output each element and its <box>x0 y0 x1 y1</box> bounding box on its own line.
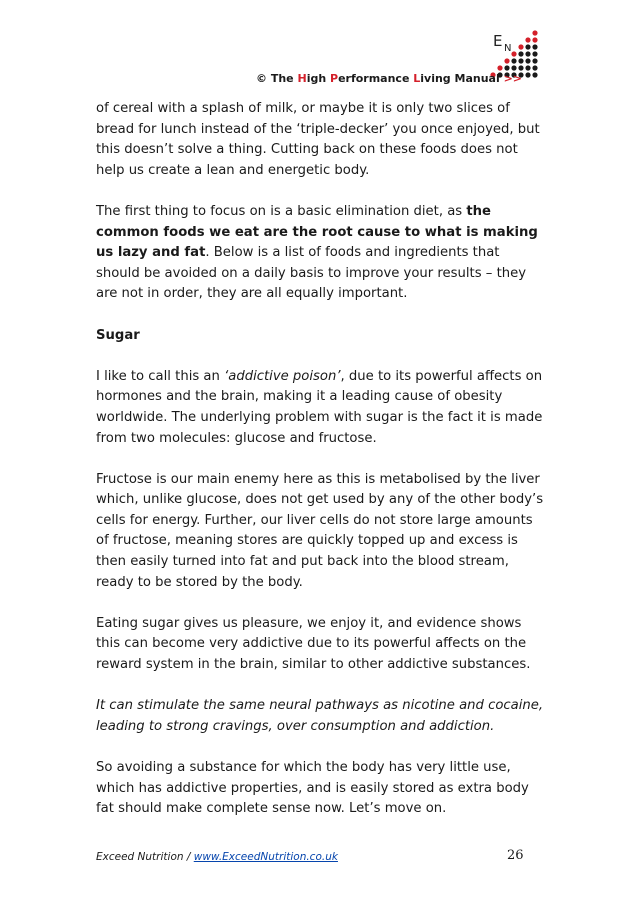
paragraph-2 <box>96 202 546 305</box>
header-word-igh: igh <box>306 72 330 85</box>
page-body <box>96 99 546 840</box>
paragraph-6-italic: It can stimulate the same neural pathways as nicotine and cocaine, leading to strong cravings, over consumption and addiction. <box>96 698 544 734</box>
header-letter-h: H <box>297 72 307 85</box>
paragraph-2-text-a: The first thing to focus on is a basic elimination diet, as <box>96 203 467 219</box>
section-heading-sugar: Sugar <box>96 327 140 343</box>
footer-website-link[interactable]: www.ExceedNutrition.co.uk <box>193 851 338 863</box>
header-word-iving: iving Manual <box>420 72 504 85</box>
paragraph-4: Fructose is our main enemy here as this is metabolised by the liver which, unlike glucose, does not get used by any of the other body’s cells for energy. Further, our liver cells do not store large amounts of fructose, meaning stores are quickly topped up and excess is then easily turned into fat and put back into the blood stream, ready to be stored by the body. <box>96 471 544 590</box>
footer-brand-text: Exceed Nutrition / <box>96 851 194 863</box>
header-word-erformance: erformance <box>338 72 414 85</box>
paragraph-3-text-a: I like to call this an <box>96 368 225 384</box>
footer-brand <box>96 851 338 863</box>
header-letter-p: P <box>330 72 339 85</box>
header-letter-l: L <box>413 72 421 85</box>
paragraph-3 <box>96 367 546 449</box>
paragraph-6-quote <box>96 696 546 737</box>
paragraph-1: of cereal with a splash of milk, or maybe it is only two slices of bread for lunch instead of the ‘triple-decker’ you once enjoyed, but this doesn’t solve a thing. Cutting back on these foods does not help us create a lean and energetic body. <box>96 101 540 178</box>
paragraph-2-bold: the common foods we eat are the root cause to what is making us lazy and fat <box>96 203 538 261</box>
header-arrows: >> <box>503 72 523 85</box>
logo-letter-n: N <box>504 43 512 54</box>
paragraph-3-italic: ‘addictive poison’ <box>224 368 341 384</box>
page-header <box>256 72 522 85</box>
paragraph-3-text-b: , due to its powerful affects on hormones and the brain, making it a leading cause of obesity worldwide. The underlying problem with sugar is the fact it is made from two molecules: glucose and fructose. <box>96 368 543 446</box>
paragraph-5: Eating sugar gives us pleasure, we enjoy it, and evidence shows this can become very addictive due to its powerful affects on the reward system in the brain, similar to other addictive substances. <box>96 615 531 673</box>
paragraph-7: So avoiding a substance for which the body has very little use, which has addictive properties, and is easily stored as extra body fat should make complete sense now. Let’s move on. <box>96 760 529 817</box>
paragraph-2-text-b: . Below is a list of foods and ingredients that should be avoided on a daily basis to improve your results – they are not in order, they are all equally important. <box>96 245 527 302</box>
page-number: 26 <box>507 848 524 863</box>
logo-letter-e: E <box>493 32 503 50</box>
header-prefix: © The <box>256 72 298 85</box>
